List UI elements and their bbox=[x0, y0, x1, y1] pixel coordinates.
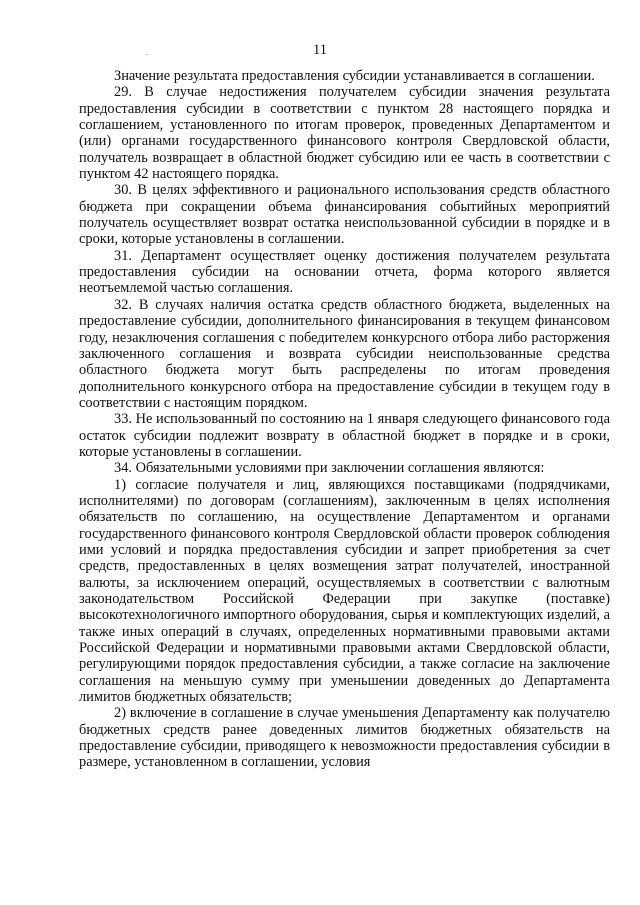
paragraph-34-item-1: 1) согласие получателя и лиц, являющихся поставщиками (подрядчиками, исполнителями) по договорам (соглашениям), заключенным в целях исполнения обязательств по соглашению, на осуществление Департаментом и органами государственного финансового контроля Свердловской области проверок соблюдения ими условий и порядка предоставления субсидии и запрет приобретения за счет средств, предоставленных в целях возмещения затрат получателей, иностранной валюты, за исключением операций, осуществляемых в соответствии с валютным законодательством Российской Федерации при закупке (поставке) высокотехнологичного импортного оборудования, сырья и комплектующих изделий, а также иных операций в случаях, определенных нормативными правовыми актами Российской Федерации и нормативными правовыми актами Свердловской области, регулирующими порядок предоставления субсидии, а также согласие на заключение соглашения на меньшую сумму при уменьшении доведенных до Департамента лимитов бюджетных обязательств; bbox=[79, 476, 610, 706]
paragraph-31: 31. Департамент осуществляет оценку достижения получателем результата предоставления субсидии на основании отчета, форма которого является неотъемлемой частью соглашения. bbox=[79, 247, 610, 297]
page-mark: . bbox=[146, 48, 148, 57]
paragraph-32: 32. В случаях наличия остатка средств областного бюджета, выделенных на предоставление субсидии, дополнительного финансирования в текущем финансовом году, незаключения соглашения с победителем конкурсного отбора либо расторжения заключенного соглашения и возврата субсидии неиспользованные средства областного бюджета могут быть распределены по итогам проведения дополнительного конкурсного отбора на предоставление субсидии в текущем году в соответствии с настоящим порядком. bbox=[79, 296, 610, 411]
page-number: 11 bbox=[313, 42, 327, 58]
paragraph-30: 30. В целях эффективного и рационального использования средств областного бюджета при сокращении объема финансирования событийных мероприятий получатель осуществляет возврат остатка неиспользованной субсидии в порядке и в сроки, которые установлены в соглашении. bbox=[79, 182, 610, 248]
paragraph-result-value: Значение результата предоставления субсидии устанавливается в соглашении. bbox=[114, 68, 595, 84]
paragraph-34-item-2: 2) включение в соглашение в случае уменьшения Департаменту как получателю бюджетных средств ранее доведенных лимитов бюджетных обязательств на предоставление субсидии, приводящего к невозможности предоставления субсидии в размере, установленном в соглашении, условия bbox=[79, 705, 610, 771]
paragraph-34: 34. Обязательными условиями при заключении соглашения являются: bbox=[114, 460, 545, 477]
document-body bbox=[79, 68, 610, 771]
paragraph-33: 33. Не использованный по состоянию на 1 января следующего финансового года остаток субсидии подлежит возврату в областной бюджет в порядке и в сроки, которые установлены в соглашении. bbox=[79, 411, 610, 460]
paragraph-29: 29. В случае недостижения получателем субсидии значения результата предоставления субсидии в соответствии с пунктом 28 настоящего порядка и соглашением, установленного по итогам проверок, проведенных Департаментом и (или) органами государственного финансового контроля Свердловской области, получатель возвращает в областной бюджет субсидию или ее часть в соответствии с пунктом 42 настоящего порядка. bbox=[79, 84, 610, 183]
